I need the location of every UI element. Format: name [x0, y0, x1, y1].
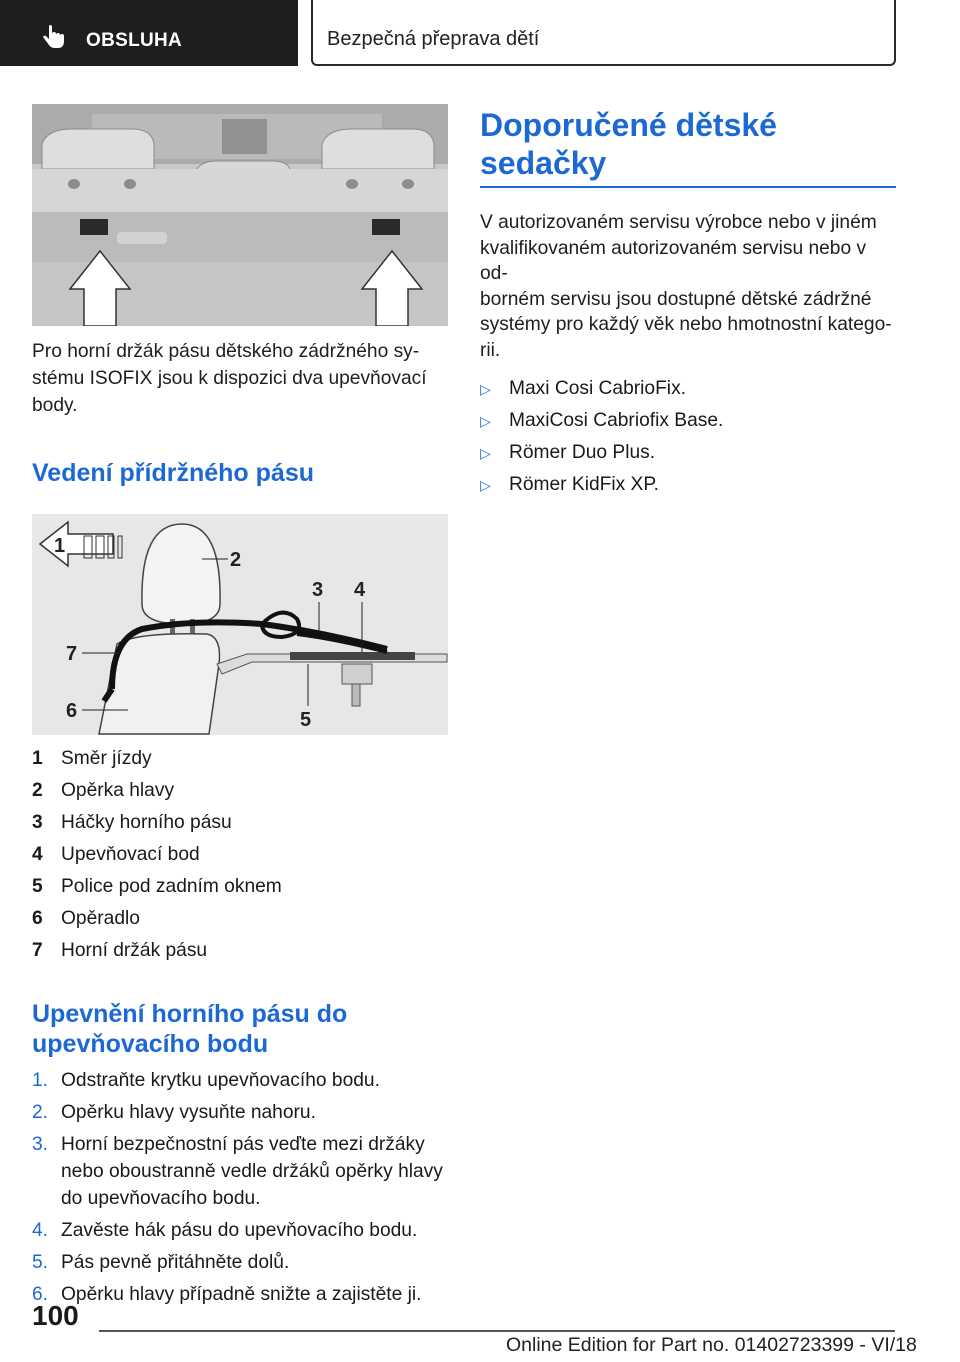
section-label: OBSLUHA: [86, 30, 183, 51]
footer-divider: [99, 1330, 895, 1332]
list-item: ▷ MaxiCosi Cabriofix Base.: [480, 405, 896, 437]
seat-list: [480, 373, 896, 501]
triangle-bullet-icon: ▷: [480, 477, 491, 493]
triangle-bullet-icon: ▷: [480, 445, 491, 461]
page-title-box: [311, 0, 896, 66]
section-heading-attach: Upevnění horního pásu do upevňovacího bodu: [32, 1000, 348, 1058]
step-item: 6. Opěrku hlavy případně snižte a zajistěte ji.: [32, 1284, 422, 1305]
section-tab[interactable]: [0, 0, 298, 66]
step-item: 4. Zavěste hák pásu do upevňovacího bodu.: [32, 1220, 418, 1241]
figure-label-6: 6: [66, 700, 78, 722]
left-column: [32, 104, 448, 1313]
legend-item: 7 Horní držák pásu: [32, 940, 208, 961]
figure-label-5: 5: [300, 709, 312, 731]
list-item: ▷ Maxi Cosi CabrioFix.: [480, 373, 896, 405]
step-item: 2. Opěrku hlavy vysuňte nahoru.: [32, 1102, 316, 1123]
steps-list: [32, 1067, 448, 1308]
step-item: 3. Horní bezpečnostní pás veďte mezi držáky nebo oboustranně vedle držáků opěrky hlavy do upevňovacího bodu.: [32, 1134, 443, 1209]
heading-divider: [480, 186, 896, 188]
figure-label-1: 1: [54, 535, 66, 557]
isofix-photo: [32, 104, 448, 326]
legend-item: 2 Opěrka hlavy: [32, 780, 175, 801]
legend-item: 3 Háčky horního pásu: [32, 812, 232, 833]
figure-label-7: 7: [66, 643, 78, 665]
section-heading-belt: Vedení přídržného pásu: [32, 459, 314, 487]
legend-item: 6 Opěradlo: [32, 908, 140, 929]
step-item: 1. Odstraňte krytku upevňovacího bodu.: [32, 1070, 380, 1091]
figure-legend: [32, 743, 448, 967]
list-item: ▷ Römer Duo Plus.: [480, 437, 896, 469]
legend-item: 5 Police pod zadním oknem: [32, 876, 282, 897]
caption-line: body.: [32, 395, 78, 416]
recommended-seats-heading: Doporučené dětské sedačky: [480, 107, 777, 181]
triangle-bullet-icon: ▷: [480, 381, 491, 397]
edition-note: Online Edition for Part no. 01402723399 - VI/18: [506, 1334, 917, 1356]
figure-label-4: 4: [354, 579, 366, 601]
hand-pointer-icon: [40, 24, 68, 52]
list-item: ▷ Römer KidFix XP.: [480, 469, 896, 501]
belt-routing-diagram: [32, 514, 448, 735]
figure-label-3: 3: [312, 579, 324, 601]
page-number: 100: [32, 1300, 79, 1331]
intro-paragraph: V autorizovaném servisu výrobce nebo v jiném kvalifikovaném autorizovaném servisu nebo v od- borném servisu jsou dostupné dětské zádržné systémy pro každý věk nebo hmotnostní katego- rii.: [480, 212, 892, 361]
step-item: 5. Pás pevně přitáhněte dolů.: [32, 1252, 290, 1273]
photo-caption: [32, 338, 448, 419]
right-column: [480, 104, 896, 501]
rear-seat-illustration: [32, 104, 448, 326]
figure-label-2: 2: [230, 549, 242, 571]
caption-line: Pro horní držák pásu dětského zádržného sy-: [32, 341, 420, 362]
caption-line: stému ISOFIX jsou k dispozici dva upevňovací: [32, 368, 427, 389]
headrest-figure: [32, 514, 448, 735]
legend-item: 4 Upevňovací bod: [32, 844, 200, 865]
page-title: Bezpečná přeprava dětí: [327, 28, 540, 50]
triangle-bullet-icon: ▷: [480, 413, 491, 429]
legend-item: 1 Směr jízdy: [32, 748, 152, 769]
